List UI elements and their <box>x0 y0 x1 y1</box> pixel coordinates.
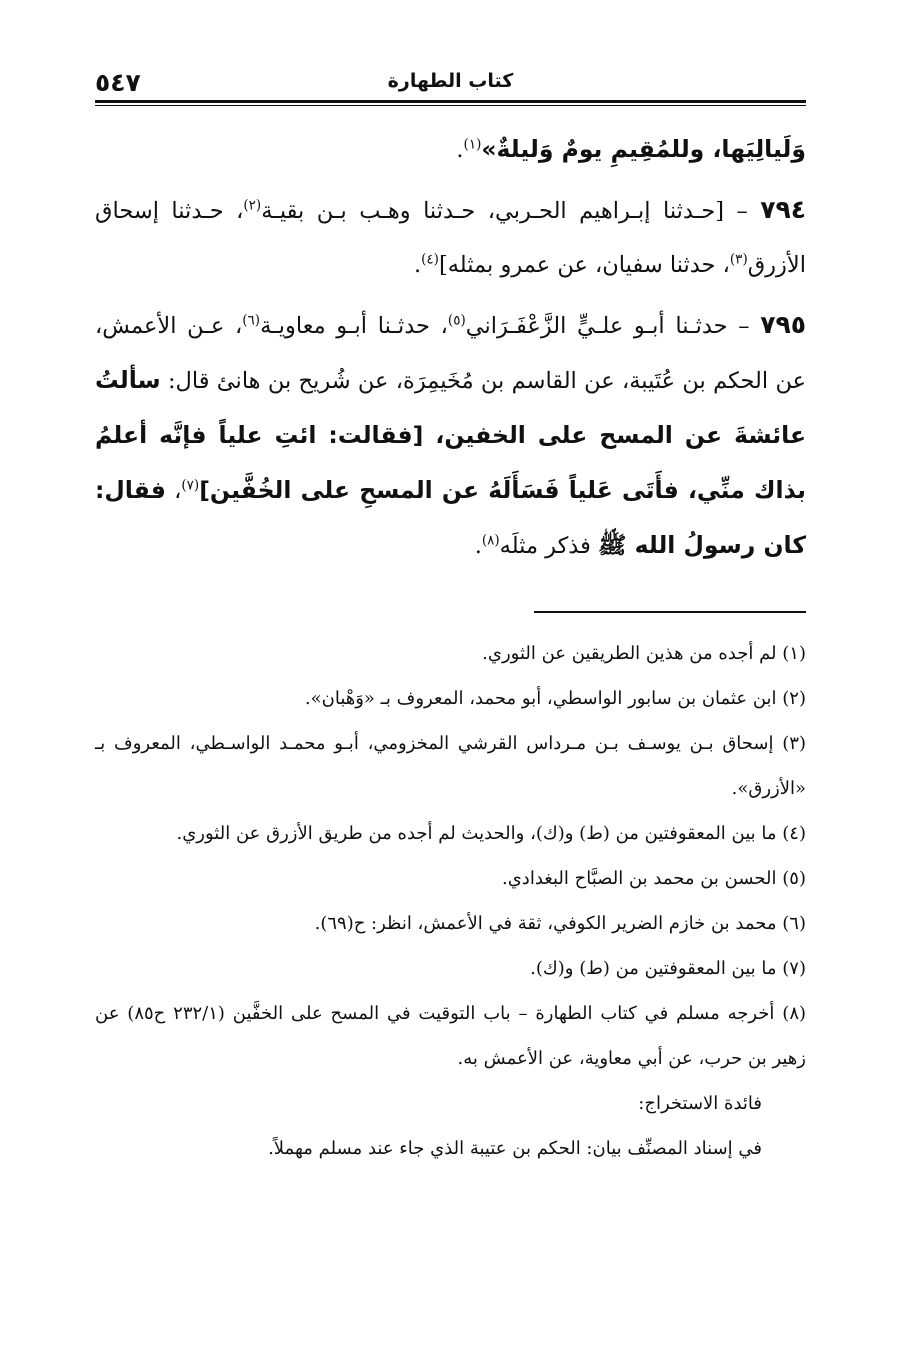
footnotes <box>95 631 806 1171</box>
footnote-ref: (٢) <box>243 197 262 214</box>
footnote-mark: (٣) <box>782 733 806 754</box>
footnote <box>95 991 806 1081</box>
isnad-text: – [حـدثنا إبـراهيم الحـربي، حـدثنا وهـب بـن بقيـة <box>261 198 748 224</box>
hadith-text-bold: وَلَيالِيَها، وللمُقِيمِ يومٌ وَليلةٌ» <box>481 135 806 163</box>
footnote-separator <box>534 611 806 613</box>
hadith-794 <box>95 183 806 292</box>
matn-text: فذكر مثلَه <box>499 533 599 559</box>
footnote-text: ابن عثمان بن سابور الواسطي، أبو محمد، المعروف بـ «وَهْبان». <box>304 688 777 709</box>
footnote-ref: (٤) <box>421 251 439 268</box>
footnote-text: ما بين المعقوفتين من (ط) و(ك)، والحديث لم أجده من طريق الأزرق عن الثوري. <box>176 823 777 844</box>
footnote <box>95 631 806 676</box>
hadith-number: ٧٩٥ <box>760 310 806 339</box>
isnad-text: ، حدثنا سفيان، عن عمرو بمثله] <box>438 252 730 278</box>
footnote-text: ما بين المعقوفتين من (ط) و(ك). <box>530 958 777 979</box>
benefit-text: في إسناد المصنِّف بيان: الحكم بن عتيبة الذي جاء عند مسلم مهملاً. <box>268 1138 762 1159</box>
footnote-ref: (٧) <box>181 477 200 494</box>
footnote <box>95 721 806 811</box>
footnote <box>95 901 806 946</box>
footnote <box>95 676 806 721</box>
page-number: ٥٤٧ <box>95 68 141 97</box>
footnote-mark: (٢) <box>782 688 806 709</box>
punctuation: . <box>413 252 422 278</box>
book-page <box>95 66 806 1171</box>
footnote-text: إسحاق بـن يوسـف بـن مـرداس القرشي المخزومي، أبـو محمـد الواسـطي، المعروف بـ «الأزرق». <box>95 733 806 799</box>
main-text <box>95 122 806 573</box>
matn-text-bold: سألتُ عائشةَ عن المسح على الخفين، [فقالت: ائتِ علياً فإنَّه أعلمُ بذاك منِّي، فأَتَى عَلياً فَسَأَلَهُ عن المسحِ على الخُفَّين] <box>95 366 806 504</box>
footnote-ref: (٣) <box>729 251 748 268</box>
footnote-mark: (٦) <box>782 913 806 934</box>
footnote <box>95 811 806 856</box>
footnote <box>95 946 806 991</box>
footnote-mark: (٤) <box>782 823 806 844</box>
footnote-mark: (٧) <box>782 958 806 979</box>
footnote-text: محمد بن خازم الضرير الكوفي، ثقة في الأعمش، انظر: ح(٦٩). <box>314 913 777 934</box>
footnote-text: لم أجده من هذين الطريقين عن الثوري. <box>482 643 777 664</box>
book-title: كتاب الطهارة <box>387 70 514 92</box>
matn-text-bold: فقال: كان رسولُ الله ﷺ <box>95 476 806 559</box>
isnad-text: – حدثـنا أبـو علـيٍّ الزَّعْفَـرَاني <box>465 313 750 339</box>
footnote-mark: (٥) <box>782 868 806 889</box>
footnote-text: الحسن بن محمد بن الصبَّاح البغدادي. <box>502 868 777 889</box>
punctuation: ، <box>165 478 182 504</box>
hadith-number: ٧٩٤ <box>760 195 806 224</box>
footnote-ref: (٦) <box>242 312 261 329</box>
benefit-heading: فائدة الاستخراج: <box>638 1093 762 1114</box>
footnote-mark: (٨) <box>782 1003 807 1024</box>
header-rule-thick <box>95 100 806 103</box>
footnote-ref: (٨) <box>481 532 500 549</box>
running-header <box>95 66 806 96</box>
footnote-mark: (١) <box>782 643 806 664</box>
isnad-text: ، حـدثنا إسحاق الأزرق <box>95 198 806 278</box>
footnote-ref: (١) <box>463 136 482 153</box>
footnote-text: أخرجه مسلم في كتاب الطهارة – باب التوقيت في المسح على الخفَّين (٢٣٢/١ ح٨٥) عن زهير بن حرب، عن أبي معاوية، عن الأعمش به. <box>95 1003 806 1069</box>
footnote <box>95 856 806 901</box>
footnote-ref: (٥) <box>447 312 466 329</box>
punctuation: . <box>474 533 482 559</box>
continuation-line: وَلَيالِيَها، وللمُقِيمِ يومٌ وَليلةٌ»$^{(١)}$. <box>456 135 806 163</box>
isnad-text: ، عـن الأعمش، عن الحكم بن عُتَيبة، عن القاسم بن مُخَيمِرَة، عن شُريح بن هانئ قال: <box>95 313 806 394</box>
isnad-text: ، حدثـنا أبـو معاويـة <box>260 313 448 339</box>
hadith-795 <box>95 298 806 573</box>
header-rule-thin <box>95 105 806 106</box>
